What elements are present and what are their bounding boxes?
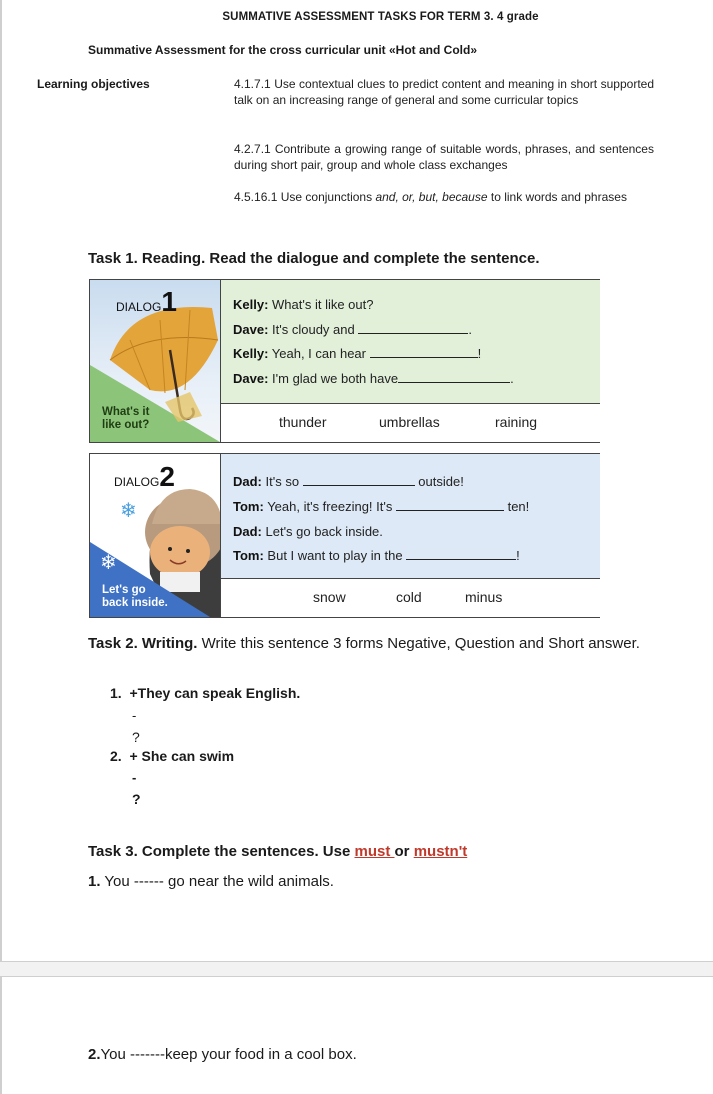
objective-code: 4.5.16.1 <box>234 190 278 204</box>
task2-item-2 <box>110 748 234 764</box>
line-text: Yeah, it's freezing! It's <box>263 499 396 514</box>
objective-conjunctions: and, or, but, because <box>375 190 488 204</box>
snowflake-icon: ❄ <box>100 552 117 574</box>
page-separator <box>0 962 713 977</box>
item-number: 2. <box>110 748 122 764</box>
dialog-2-box <box>89 453 600 618</box>
dialog-1-box <box>89 279 600 443</box>
line-end: outside! <box>414 474 464 489</box>
line-text: But I want to play in the <box>263 548 407 563</box>
word-bank-item: snow <box>313 589 346 605</box>
dialog-line <box>233 474 464 489</box>
dialog-line <box>233 297 374 312</box>
item-sentence: +They can speak English. <box>129 685 301 701</box>
line-end: ten! <box>503 499 530 514</box>
speaker: Dad: <box>233 524 262 539</box>
task2-heading-text: Write this sentence 3 forms Negative, Question and Short answer. <box>197 635 640 652</box>
objective-text: Use conjunctions <box>280 190 376 204</box>
highlight-must: must <box>354 843 395 860</box>
objective-code: 4.2.7.1 <box>234 142 271 156</box>
objective-text: Use contextual clues to predict content and meaning in short supported talk on an increasing range of general and some curricular topics <box>234 77 654 107</box>
dialog-2-text <box>221 454 600 579</box>
answer-blank[interactable] <box>358 322 468 334</box>
learning-objective-1 <box>234 76 654 108</box>
learning-objective-3 <box>234 189 634 205</box>
dialog-line <box>233 346 481 361</box>
dialog-title-text: DIALOG <box>114 475 160 489</box>
caption-line: What's it <box>102 406 150 418</box>
speaker: Tom: <box>233 499 264 514</box>
task2-item-1 <box>110 685 300 701</box>
line-text: What's it like out? <box>268 297 374 312</box>
dialog-2-word-bank <box>221 578 600 617</box>
task2-heading <box>88 633 668 654</box>
document-title <box>2 11 713 23</box>
speaker: Kelly: <box>233 297 269 312</box>
objective-text: Contribute a growing range of suitable words, phrases, and sentences during short pair, group and whole class exchanges <box>234 142 654 172</box>
dialog-line <box>233 548 520 563</box>
dialog-line <box>233 371 514 386</box>
answer-blank[interactable] <box>370 346 478 358</box>
speaker: Kelly: <box>233 346 269 361</box>
task2-item-2-question: ? <box>132 791 141 807</box>
line-text: It's so <box>261 474 303 489</box>
answer-blank[interactable] <box>303 474 415 486</box>
item-number: 1. <box>110 685 122 701</box>
word-bank-item: umbrellas <box>379 414 440 430</box>
speaker: Dave: <box>233 322 269 337</box>
dialog-2-title <box>114 461 175 493</box>
speaker: Tom: <box>233 548 264 563</box>
line-text: I'm glad we both have <box>268 371 399 386</box>
dialog-number: 1 <box>161 286 177 317</box>
sentence-number: 2. <box>88 1046 101 1063</box>
task2-item-1-negative: - <box>132 708 137 723</box>
line-end: . <box>510 371 514 386</box>
dialog-number: 2 <box>159 461 175 492</box>
word-bank-item: minus <box>465 589 503 605</box>
task1-heading: Task 1. Reading. Read the dialogue and complete the sentence. <box>88 250 540 267</box>
dialog-title-text: DIALOG <box>116 300 162 314</box>
line-end: . <box>468 322 472 337</box>
dialog-line <box>233 499 529 514</box>
sentence-number: 1. <box>88 873 101 890</box>
dialog-line <box>233 524 383 539</box>
caption-line: back inside. <box>102 597 168 609</box>
task3-sentence-2 <box>88 1046 357 1063</box>
dialog-1-word-bank <box>221 403 600 442</box>
objective-code: 4.1.7.1 <box>234 77 271 91</box>
document-title-text: SUMMATIVE ASSESSMENT TASKS FOR TERM 3. 4 grade <box>222 11 539 23</box>
line-text: Let's go back inside. <box>261 524 383 539</box>
task3-connector: or <box>394 843 414 860</box>
dialog-2-illustration <box>90 454 221 617</box>
item-sentence: + She can swim <box>129 748 235 764</box>
dialog-line <box>233 322 472 337</box>
line-end: ! <box>477 346 482 361</box>
dialog-1-title <box>116 286 177 318</box>
task2-item-1-question: ? <box>132 729 140 745</box>
speaker: Dad: <box>233 474 262 489</box>
dialog-2-caption <box>102 584 168 610</box>
answer-blank[interactable] <box>398 371 510 383</box>
learning-objectives-label: Learning objectives <box>37 77 150 91</box>
dialog-1-text <box>221 280 600 404</box>
answer-blank[interactable] <box>396 499 504 511</box>
task3-heading <box>88 843 467 860</box>
word-bank-item: raining <box>495 414 538 430</box>
word-bank-item: thunder <box>279 414 327 430</box>
word-bank-item: cold <box>396 589 422 605</box>
highlight-mustnt: mustn't <box>413 843 468 860</box>
learning-objective-2 <box>234 141 654 173</box>
task2-item-2-negative: - <box>132 770 137 785</box>
answer-blank[interactable] <box>406 548 516 560</box>
document-page-2 <box>0 977 713 1094</box>
objective-text-end: to link words and phrases <box>487 190 627 204</box>
document-subtitle: Summative Assessment for the cross curricular unit «Hot and Cold» <box>88 43 477 57</box>
sentence-text: You ------ go near the wild animals. <box>100 873 334 890</box>
line-end: ! <box>516 548 520 563</box>
task2-heading-bold: Task 2. Writing. <box>88 635 198 652</box>
task3-heading-text: Task 3. Complete the sentences. Use <box>88 843 355 860</box>
dialog-1-caption <box>102 406 149 432</box>
caption-line: like out? <box>102 419 150 431</box>
dialog-1-illustration <box>90 280 221 442</box>
line-text: It's cloudy and <box>268 322 359 337</box>
task3-sentence-1 <box>88 873 334 890</box>
snowflake-icon: ❄ <box>120 500 137 522</box>
speaker: Dave: <box>233 371 269 386</box>
sentence-text: You -------keep your food in a cool box. <box>100 1046 357 1063</box>
line-text: Yeah, I can hear <box>268 346 370 361</box>
caption-line: Let's go <box>102 584 146 596</box>
